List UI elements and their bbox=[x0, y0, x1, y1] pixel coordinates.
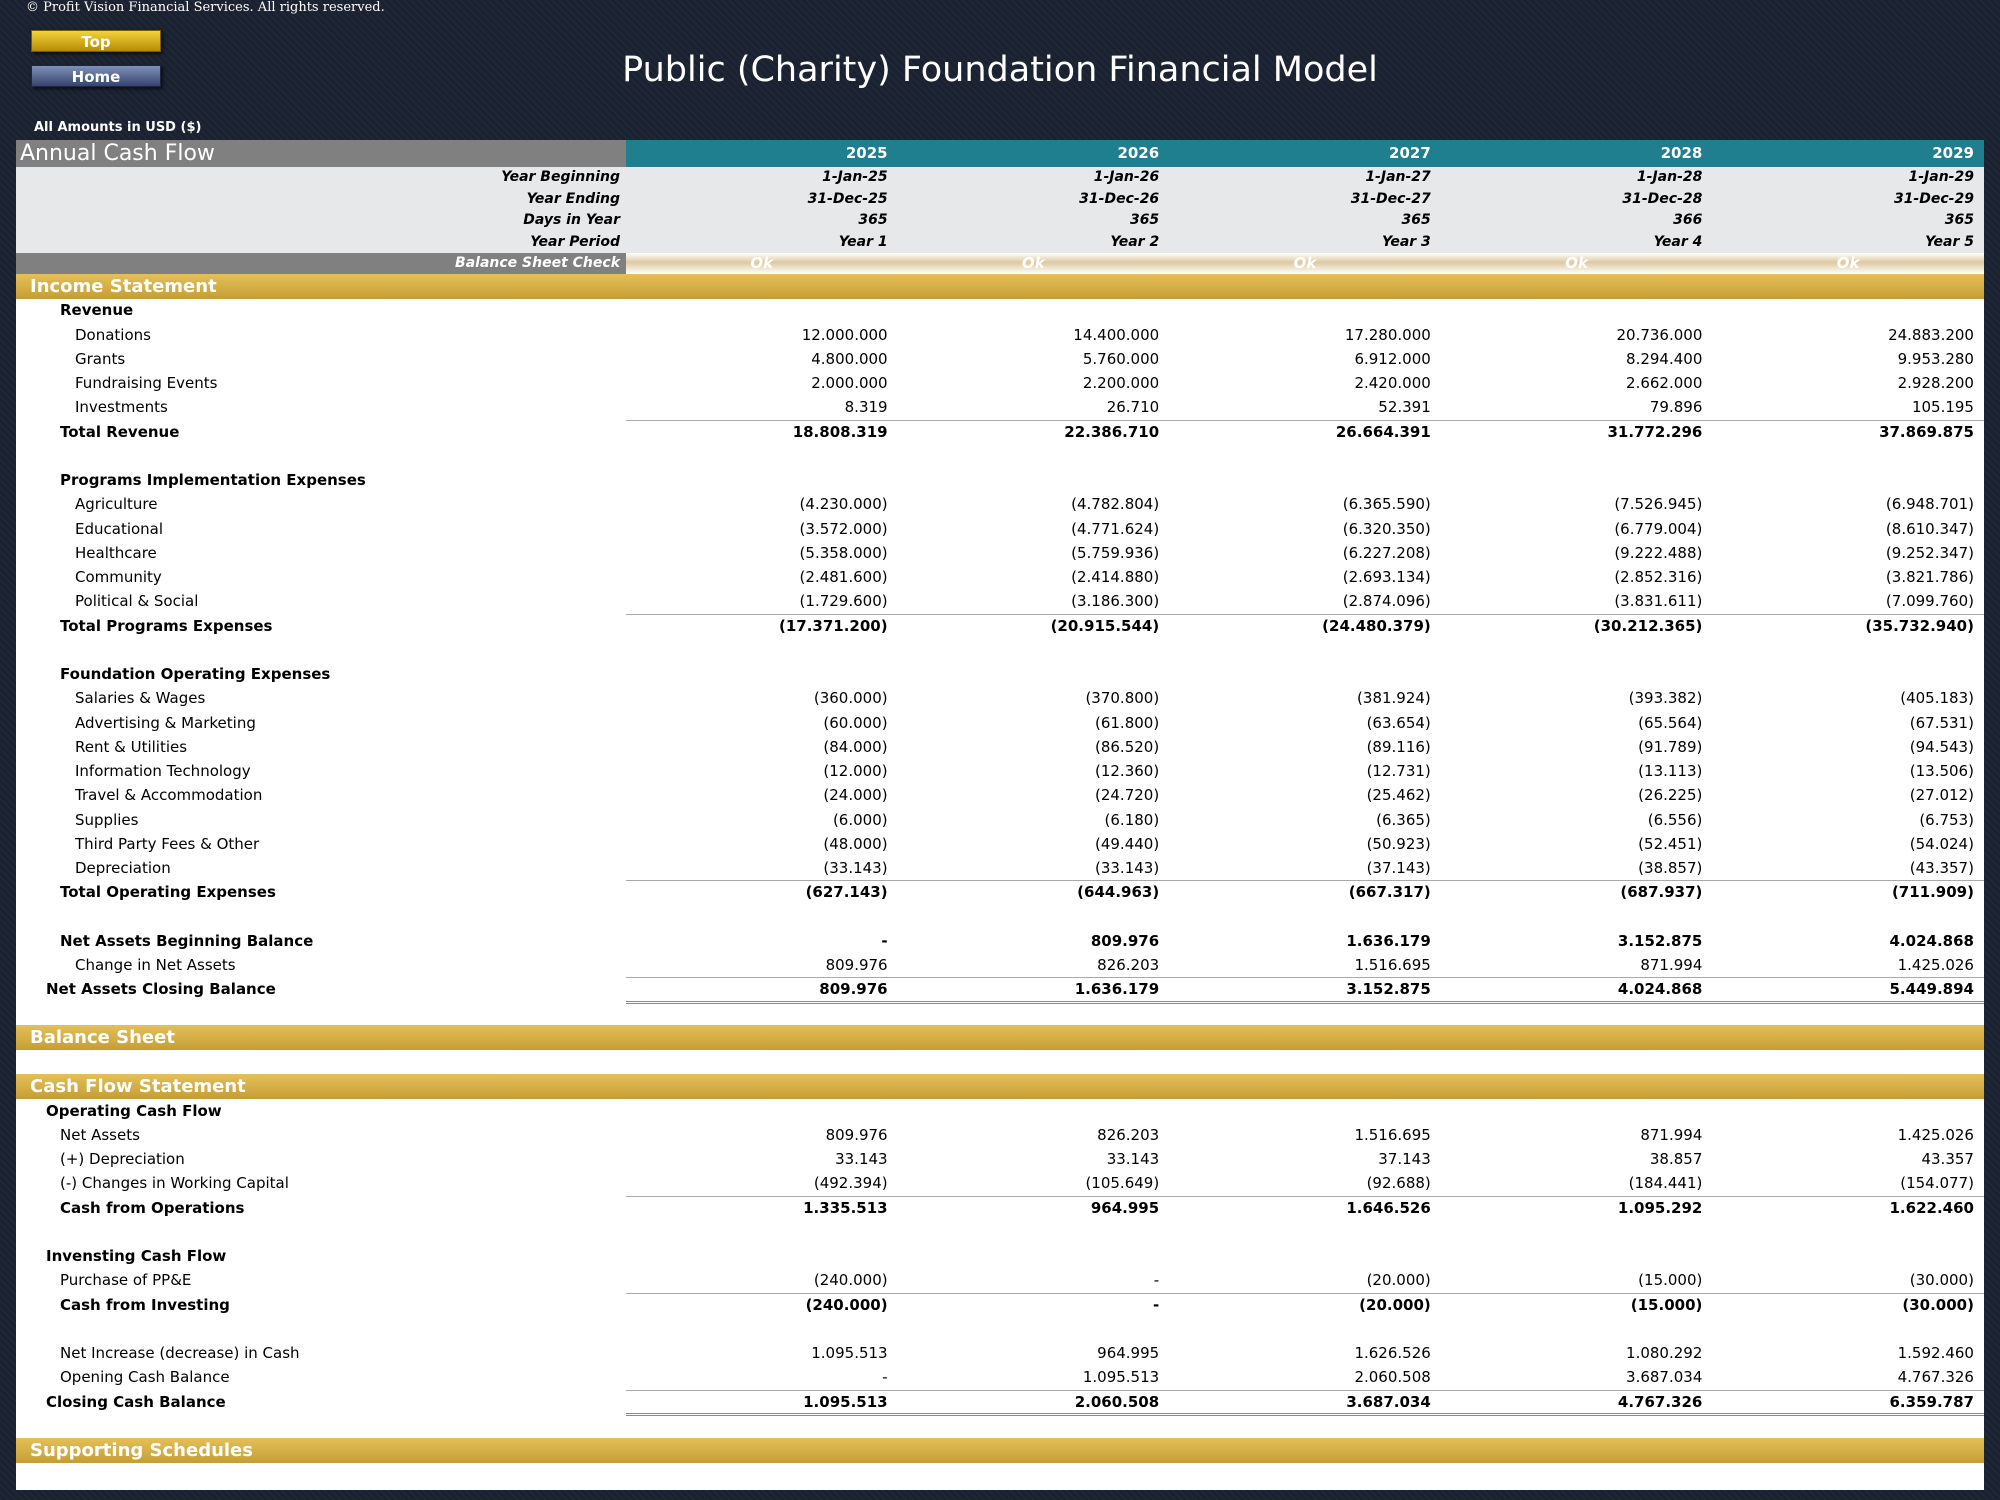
meta-cell: Year 2 bbox=[1110, 233, 1160, 250]
value-cell: 37.869.875 bbox=[1879, 422, 1974, 441]
copyright-notice: © Profit Vision Financial Services. All rights reserved. bbox=[26, 0, 385, 15]
value-cell: (6.779.004) bbox=[1614, 519, 1703, 538]
meta-label: Year Ending bbox=[16, 189, 626, 211]
meta-label: Year Beginning bbox=[16, 167, 626, 189]
meta-cell: 1-Jan-25 bbox=[822, 169, 888, 185]
value-cell: (9.252.347) bbox=[1885, 543, 1974, 562]
value-cell: (405.183) bbox=[1900, 689, 1974, 708]
meta-cell: 365 bbox=[1129, 212, 1160, 228]
balance-check-values bbox=[626, 253, 1984, 274]
value-cell: (30.212.365) bbox=[1593, 616, 1703, 635]
row-label: Opening Cash Balance bbox=[60, 1368, 230, 1387]
value-cell: 3.152.875 bbox=[1346, 980, 1431, 999]
value-cell: 37.143 bbox=[1378, 1150, 1431, 1169]
meta-values bbox=[626, 189, 1984, 211]
value-cell: (13.506) bbox=[1909, 762, 1974, 781]
line-item-row bbox=[16, 371, 1984, 395]
value-cell: 4.767.326 bbox=[1897, 1368, 1974, 1387]
value-cell: 8.319 bbox=[844, 398, 888, 417]
value-cell: (1.729.600) bbox=[799, 592, 888, 611]
value-cell: 1.622.460 bbox=[1889, 1198, 1974, 1217]
value-cell: (6.000) bbox=[832, 810, 888, 829]
line-item-row bbox=[16, 323, 1984, 347]
line-item-row bbox=[16, 517, 1984, 541]
value-cell: 809.976 bbox=[825, 1125, 888, 1144]
value-cell: 26.664.391 bbox=[1335, 422, 1431, 441]
value-cell: (35.732.940) bbox=[1865, 616, 1974, 635]
value-cell: 20.736.000 bbox=[1616, 325, 1703, 344]
meta-cell: 31-Dec-27 bbox=[1350, 190, 1431, 207]
year-header-cell: 2025 bbox=[845, 144, 888, 162]
value-cell: (89.116) bbox=[1366, 737, 1431, 756]
row-label: Foundation Operating Expenses bbox=[60, 665, 331, 684]
value-cell: 3.687.034 bbox=[1626, 1368, 1703, 1387]
amounts-note: All Amounts in USD ($) bbox=[34, 120, 202, 135]
value-cell: (687.937) bbox=[1620, 883, 1703, 902]
meta-row-days-in-year bbox=[16, 210, 1984, 232]
value-cell: (20.000) bbox=[1366, 1271, 1431, 1290]
value-cell: 1.080.292 bbox=[1626, 1344, 1703, 1363]
value-cell: 1.095.292 bbox=[1617, 1198, 1703, 1217]
meta-row-year-ending bbox=[16, 189, 1984, 211]
line-item-row bbox=[16, 614, 1984, 638]
row-label: Healthcare bbox=[75, 543, 157, 562]
line-item-row bbox=[16, 1123, 1984, 1147]
value-cell: (49.440) bbox=[1094, 834, 1160, 853]
section-band bbox=[16, 1025, 1984, 1050]
value-cell: 1.095.513 bbox=[811, 1344, 888, 1363]
line-item-row bbox=[16, 395, 1984, 419]
section-band bbox=[16, 274, 1984, 299]
value-cell: 43.357 bbox=[1921, 1150, 1974, 1169]
value-cell: (12.360) bbox=[1094, 762, 1160, 781]
value-cell: 826.203 bbox=[1097, 956, 1160, 975]
row-label: Political & Social bbox=[75, 592, 199, 611]
year-header-cell: 2027 bbox=[1389, 144, 1431, 162]
row-label: Donations bbox=[75, 325, 151, 344]
value-cell: 105.195 bbox=[1911, 398, 1974, 417]
row-label: Net Assets bbox=[60, 1125, 140, 1144]
value-cell: (67.531) bbox=[1909, 713, 1974, 732]
value-cell: (37.143) bbox=[1366, 859, 1431, 878]
value-cell: (50.923) bbox=[1366, 834, 1431, 853]
value-cell: 871.994 bbox=[1640, 956, 1703, 975]
value-cell: (9.222.488) bbox=[1614, 543, 1703, 562]
line-item-row bbox=[16, 1268, 1984, 1292]
row-label: Cash from Investing bbox=[60, 1295, 230, 1314]
value-cell: (52.451) bbox=[1638, 834, 1703, 853]
meta-cell: 31-Dec-25 bbox=[807, 190, 888, 207]
year-header-cells bbox=[626, 140, 1984, 167]
value-cell: (6.180) bbox=[1104, 810, 1160, 829]
row-label: Revenue bbox=[60, 301, 134, 320]
row-label: Closing Cash Balance bbox=[46, 1392, 226, 1411]
value-cell: 1.626.526 bbox=[1354, 1344, 1431, 1363]
sheet-header-row bbox=[16, 140, 1984, 167]
year-header-cell: 2028 bbox=[1660, 144, 1703, 162]
row-label: Net Increase (decrease) in Cash bbox=[60, 1344, 300, 1363]
row-label: Programs Implementation Expenses bbox=[60, 471, 366, 490]
row-label: Community bbox=[75, 568, 162, 587]
value-cell: (492.394) bbox=[813, 1174, 888, 1193]
row-label: Agriculture bbox=[75, 495, 158, 514]
line-item-row bbox=[16, 1147, 1984, 1171]
value-cell: (12.731) bbox=[1366, 762, 1431, 781]
value-cell: 1.636.179 bbox=[1346, 931, 1431, 950]
value-cell: (43.357) bbox=[1909, 859, 1974, 878]
line-item-row bbox=[16, 1293, 1984, 1317]
value-cell: 6.359.787 bbox=[1889, 1392, 1974, 1411]
row-label: Net Assets Beginning Balance bbox=[60, 931, 314, 950]
value-cell: 809.976 bbox=[825, 956, 888, 975]
value-cell: (20.000) bbox=[1359, 1295, 1431, 1314]
section-title: Supporting Schedules bbox=[30, 1439, 253, 1461]
value-cell: (3.572.000) bbox=[799, 519, 888, 538]
value-cell: (381.924) bbox=[1357, 689, 1431, 708]
value-cell: 79.896 bbox=[1649, 398, 1703, 417]
value-cell: (370.800) bbox=[1085, 689, 1160, 708]
meta-label: Year Period bbox=[16, 232, 626, 254]
value-cell: 38.857 bbox=[1649, 1150, 1703, 1169]
row-label: Educational bbox=[75, 519, 164, 538]
value-cell: (644.963) bbox=[1077, 883, 1160, 902]
value-cell: 809.976 bbox=[1090, 931, 1160, 950]
line-item-row bbox=[16, 686, 1984, 710]
value-cell: (2.693.134) bbox=[1342, 568, 1431, 587]
value-cell: 22.386.710 bbox=[1064, 422, 1160, 441]
line-item-row bbox=[16, 589, 1984, 613]
line-item-row bbox=[16, 347, 1984, 371]
value-cell: (6.556) bbox=[1647, 810, 1703, 829]
value-cell: (5.358.000) bbox=[799, 543, 888, 562]
row-label: Travel & Accommodation bbox=[75, 786, 263, 805]
line-item-row bbox=[16, 808, 1984, 832]
value-cell: 4.024.868 bbox=[1889, 931, 1974, 950]
value-cell: 964.995 bbox=[1090, 1198, 1160, 1217]
value-cell: (2.852.316) bbox=[1614, 568, 1703, 587]
value-cell: (24.480.379) bbox=[1322, 616, 1431, 635]
value-cell: (184.441) bbox=[1628, 1174, 1703, 1193]
value-cell: (7.099.760) bbox=[1885, 592, 1974, 611]
meta-values bbox=[626, 210, 1984, 232]
value-cell: 809.976 bbox=[819, 980, 888, 999]
value-cell: 2.000.000 bbox=[811, 374, 888, 393]
row-label: Invensting Cash Flow bbox=[46, 1247, 227, 1266]
value-cell: 1.646.526 bbox=[1346, 1198, 1431, 1217]
meta-cell: 366 bbox=[1673, 212, 1703, 228]
meta-cell: 365 bbox=[858, 212, 888, 228]
row-label: Information Technology bbox=[75, 762, 251, 781]
value-cell: (6.365) bbox=[1376, 810, 1431, 829]
line-item-row bbox=[16, 880, 1984, 904]
value-cell: 5.760.000 bbox=[1082, 349, 1160, 368]
value-cell: 1.095.513 bbox=[803, 1392, 888, 1411]
value-cell: - bbox=[881, 931, 888, 950]
line-item-row bbox=[16, 1390, 1984, 1414]
line-item-row bbox=[16, 832, 1984, 856]
balance-check-cell: Ok bbox=[1293, 254, 1317, 272]
meta-cell: 1-Jan-28 bbox=[1636, 169, 1703, 185]
value-cell: (48.000) bbox=[823, 834, 888, 853]
value-cell: (33.143) bbox=[1094, 859, 1160, 878]
line-item-row bbox=[16, 420, 1984, 444]
meta-cell: 31-Dec-26 bbox=[1079, 190, 1160, 207]
value-cell: (24.720) bbox=[1094, 786, 1160, 805]
row-label: Grants bbox=[75, 349, 126, 368]
value-cell: 1.425.026 bbox=[1897, 1125, 1974, 1144]
line-item-row bbox=[16, 856, 1984, 880]
value-cell: (24.000) bbox=[823, 786, 888, 805]
row-label: Total Operating Expenses bbox=[60, 883, 276, 902]
value-cell: (5.759.936) bbox=[1071, 543, 1160, 562]
meta-cell: 365 bbox=[1401, 212, 1431, 228]
value-cell: 1.516.695 bbox=[1354, 956, 1431, 975]
group-heading-row bbox=[16, 298, 1984, 322]
value-cell: (4.230.000) bbox=[799, 495, 888, 514]
value-cell: 1.425.026 bbox=[1897, 956, 1974, 975]
value-cell: (3.831.611) bbox=[1614, 592, 1703, 611]
value-cell: (360.000) bbox=[813, 689, 888, 708]
line-item-row bbox=[16, 735, 1984, 759]
value-cell: 18.808.319 bbox=[792, 422, 888, 441]
meta-cell: Year 5 bbox=[1925, 233, 1974, 250]
value-cell: (25.462) bbox=[1366, 786, 1431, 805]
row-label: Purchase of PP&E bbox=[60, 1271, 192, 1290]
line-item-row bbox=[16, 565, 1984, 589]
value-cell: 4.024.868 bbox=[1617, 980, 1703, 999]
value-cell: (2.874.096) bbox=[1342, 592, 1431, 611]
row-label: Advertising & Marketing bbox=[75, 713, 256, 732]
value-cell: (60.000) bbox=[823, 713, 888, 732]
value-cell: (240.000) bbox=[813, 1271, 888, 1290]
balance-check-cell: Ok bbox=[750, 254, 774, 272]
value-cell: 4.767.326 bbox=[1617, 1392, 1703, 1411]
value-cell: (86.520) bbox=[1094, 737, 1160, 756]
value-cell: (12.000) bbox=[823, 762, 888, 781]
value-cell: (6.948.701) bbox=[1885, 495, 1974, 514]
meta-cell: Year 3 bbox=[1381, 233, 1431, 250]
value-cell: (15.000) bbox=[1630, 1295, 1703, 1314]
row-label: Supplies bbox=[75, 810, 139, 829]
value-cell: 2.060.508 bbox=[1354, 1368, 1431, 1387]
line-item-row bbox=[16, 783, 1984, 807]
row-label: Depreciation bbox=[75, 859, 171, 878]
value-cell: - bbox=[1153, 1271, 1160, 1290]
value-cell: (667.317) bbox=[1348, 883, 1431, 902]
meta-row-year-beginning bbox=[16, 167, 1984, 189]
value-cell: 14.400.000 bbox=[1073, 325, 1160, 344]
value-cell: (4.782.804) bbox=[1071, 495, 1160, 514]
meta-cell: 1-Jan-26 bbox=[1093, 169, 1160, 185]
balance-check-label: Balance Sheet Check bbox=[16, 253, 626, 274]
value-cell: (240.000) bbox=[805, 1295, 888, 1314]
value-cell: 1.095.513 bbox=[1082, 1368, 1160, 1387]
value-cell: 24.883.200 bbox=[1888, 325, 1974, 344]
value-cell: (627.143) bbox=[805, 883, 888, 902]
line-item-row bbox=[16, 541, 1984, 565]
meta-cell: 1-Jan-29 bbox=[1908, 169, 1974, 185]
meta-cell: Year 4 bbox=[1653, 233, 1703, 250]
value-cell: (84.000) bbox=[823, 737, 888, 756]
page-title: Public (Charity) Foundation Financial Model bbox=[622, 50, 1378, 90]
top-button[interactable]: Top bbox=[31, 30, 161, 52]
value-cell: 33.143 bbox=[835, 1150, 888, 1169]
line-item-row bbox=[16, 1196, 1984, 1220]
value-cell: (6.365.590) bbox=[1342, 495, 1431, 514]
value-cell: 5.449.894 bbox=[1889, 980, 1974, 999]
row-label: (-) Changes in Working Capital bbox=[60, 1174, 289, 1193]
year-header-cell: 2026 bbox=[1117, 144, 1160, 162]
home-button[interactable]: Home bbox=[31, 65, 161, 87]
value-cell: 52.391 bbox=[1378, 398, 1431, 417]
section-band bbox=[16, 1438, 1984, 1463]
row-label: Rent & Utilities bbox=[75, 737, 188, 756]
section-title: Cash Flow Statement bbox=[30, 1075, 246, 1097]
value-cell: (61.800) bbox=[1094, 713, 1160, 732]
row-label: Change in Net Assets bbox=[75, 956, 236, 975]
balance-check-cell: Ok bbox=[1565, 254, 1588, 272]
row-label: (+) Depreciation bbox=[60, 1150, 185, 1169]
meta-cell: 1-Jan-27 bbox=[1365, 169, 1431, 185]
balance-check-cell: Ok bbox=[1022, 254, 1045, 272]
value-cell: 3.687.034 bbox=[1346, 1392, 1431, 1411]
value-cell: 33.143 bbox=[1106, 1150, 1160, 1169]
row-label: Third Party Fees & Other bbox=[75, 834, 260, 853]
balance-check-cell: Ok bbox=[1836, 254, 1860, 272]
value-cell: 871.994 bbox=[1640, 1125, 1703, 1144]
value-cell: (17.371.200) bbox=[778, 616, 888, 635]
row-label: Net Assets Closing Balance bbox=[46, 980, 276, 999]
value-cell: (65.564) bbox=[1638, 713, 1703, 732]
line-item-row bbox=[16, 977, 1984, 1001]
row-label: Cash from Operations bbox=[60, 1198, 245, 1217]
value-cell: (91.789) bbox=[1638, 737, 1703, 756]
row-label: Total Programs Expenses bbox=[60, 616, 273, 635]
value-cell: (3.186.300) bbox=[1071, 592, 1160, 611]
line-item-row bbox=[16, 1171, 1984, 1195]
value-cell: 826.203 bbox=[1097, 1125, 1160, 1144]
group-heading-row bbox=[16, 468, 1984, 492]
value-cell: (92.688) bbox=[1366, 1174, 1431, 1193]
line-item-row bbox=[16, 929, 1984, 953]
section-band bbox=[16, 1074, 1984, 1099]
value-cell: (27.012) bbox=[1909, 786, 1974, 805]
value-cell: (154.077) bbox=[1900, 1174, 1974, 1193]
value-cell: (105.649) bbox=[1085, 1174, 1160, 1193]
value-cell: 2.200.000 bbox=[1082, 374, 1160, 393]
section-title: Balance Sheet bbox=[30, 1027, 175, 1049]
value-cell: (30.000) bbox=[1909, 1271, 1974, 1290]
value-cell: (6.227.208) bbox=[1342, 543, 1431, 562]
value-cell: (30.000) bbox=[1902, 1295, 1974, 1314]
meta-values bbox=[626, 232, 1984, 254]
value-cell: (26.225) bbox=[1638, 786, 1703, 805]
value-cell: 964.995 bbox=[1097, 1344, 1160, 1363]
value-cell: (20.915.544) bbox=[1050, 616, 1160, 635]
group-heading-row bbox=[16, 1244, 1984, 1268]
line-item-row bbox=[16, 711, 1984, 735]
meta-cell: Year 1 bbox=[838, 233, 888, 250]
row-label: Total Revenue bbox=[60, 422, 180, 441]
balance-sheet-check-row bbox=[16, 253, 1984, 274]
value-cell: 31.772.296 bbox=[1607, 422, 1703, 441]
value-cell: 1.516.695 bbox=[1354, 1125, 1431, 1144]
section-title: Income Statement bbox=[30, 275, 217, 297]
value-cell: 4.800.000 bbox=[811, 349, 888, 368]
row-label: Salaries & Wages bbox=[75, 689, 206, 708]
financial-sheet bbox=[16, 140, 1984, 1490]
value-cell: (13.113) bbox=[1638, 762, 1703, 781]
meta-cell: 31-Dec-29 bbox=[1893, 190, 1974, 207]
row-label: Operating Cash Flow bbox=[46, 1101, 222, 1120]
row-label: Fundraising Events bbox=[75, 374, 218, 393]
value-cell: 1.636.179 bbox=[1074, 980, 1160, 999]
value-cell: 9.953.280 bbox=[1897, 349, 1974, 368]
year-header-cell: 2029 bbox=[1932, 144, 1974, 162]
value-cell: (4.771.624) bbox=[1071, 519, 1160, 538]
value-cell: 6.912.000 bbox=[1354, 349, 1431, 368]
meta-cell: 31-Dec-28 bbox=[1622, 190, 1703, 207]
value-cell: (6.320.350) bbox=[1342, 519, 1431, 538]
value-cell: (393.382) bbox=[1628, 689, 1703, 708]
line-item-row bbox=[16, 1341, 1984, 1365]
value-cell: (54.024) bbox=[1909, 834, 1974, 853]
value-cell: 8.294.400 bbox=[1626, 349, 1703, 368]
meta-cell: 365 bbox=[1944, 212, 1974, 228]
value-cell: (7.526.945) bbox=[1614, 495, 1703, 514]
meta-row-year-period bbox=[16, 232, 1984, 254]
value-cell: (94.543) bbox=[1909, 737, 1974, 756]
value-cell: (711.909) bbox=[1891, 883, 1974, 902]
meta-label: Days in Year bbox=[16, 210, 626, 232]
value-cell: (2.481.600) bbox=[799, 568, 888, 587]
group-heading-row bbox=[16, 1099, 1984, 1123]
value-cell: 3.152.875 bbox=[1617, 931, 1703, 950]
value-cell: (6.753) bbox=[1919, 810, 1974, 829]
line-item-row bbox=[16, 759, 1984, 783]
value-cell: 1.592.460 bbox=[1897, 1344, 1974, 1363]
value-cell: 2.420.000 bbox=[1354, 374, 1431, 393]
value-cell: (33.143) bbox=[823, 859, 888, 878]
meta-values bbox=[626, 167, 1984, 189]
value-cell: 2.060.508 bbox=[1074, 1392, 1160, 1411]
value-cell: (2.414.880) bbox=[1071, 568, 1160, 587]
value-cell: 2.928.200 bbox=[1897, 374, 1974, 393]
value-cell: (8.610.347) bbox=[1885, 519, 1974, 538]
value-cell: 17.280.000 bbox=[1344, 325, 1431, 344]
line-item-row bbox=[16, 953, 1984, 977]
sheet-header-title: Annual Cash Flow bbox=[16, 140, 626, 167]
row-label: Investments bbox=[75, 398, 168, 417]
value-cell: - bbox=[882, 1368, 888, 1387]
value-cell: 2.662.000 bbox=[1626, 374, 1703, 393]
value-cell: - bbox=[1152, 1295, 1160, 1314]
value-cell: (38.857) bbox=[1638, 859, 1703, 878]
line-item-row bbox=[16, 1365, 1984, 1389]
value-cell: (3.821.786) bbox=[1885, 568, 1974, 587]
value-cell: 12.000.000 bbox=[801, 325, 888, 344]
line-item-row bbox=[16, 492, 1984, 516]
value-cell: (63.654) bbox=[1366, 713, 1431, 732]
value-cell: 1.335.513 bbox=[803, 1198, 888, 1217]
value-cell: 26.710 bbox=[1106, 398, 1160, 417]
group-heading-row bbox=[16, 662, 1984, 686]
value-cell: (15.000) bbox=[1638, 1271, 1703, 1290]
